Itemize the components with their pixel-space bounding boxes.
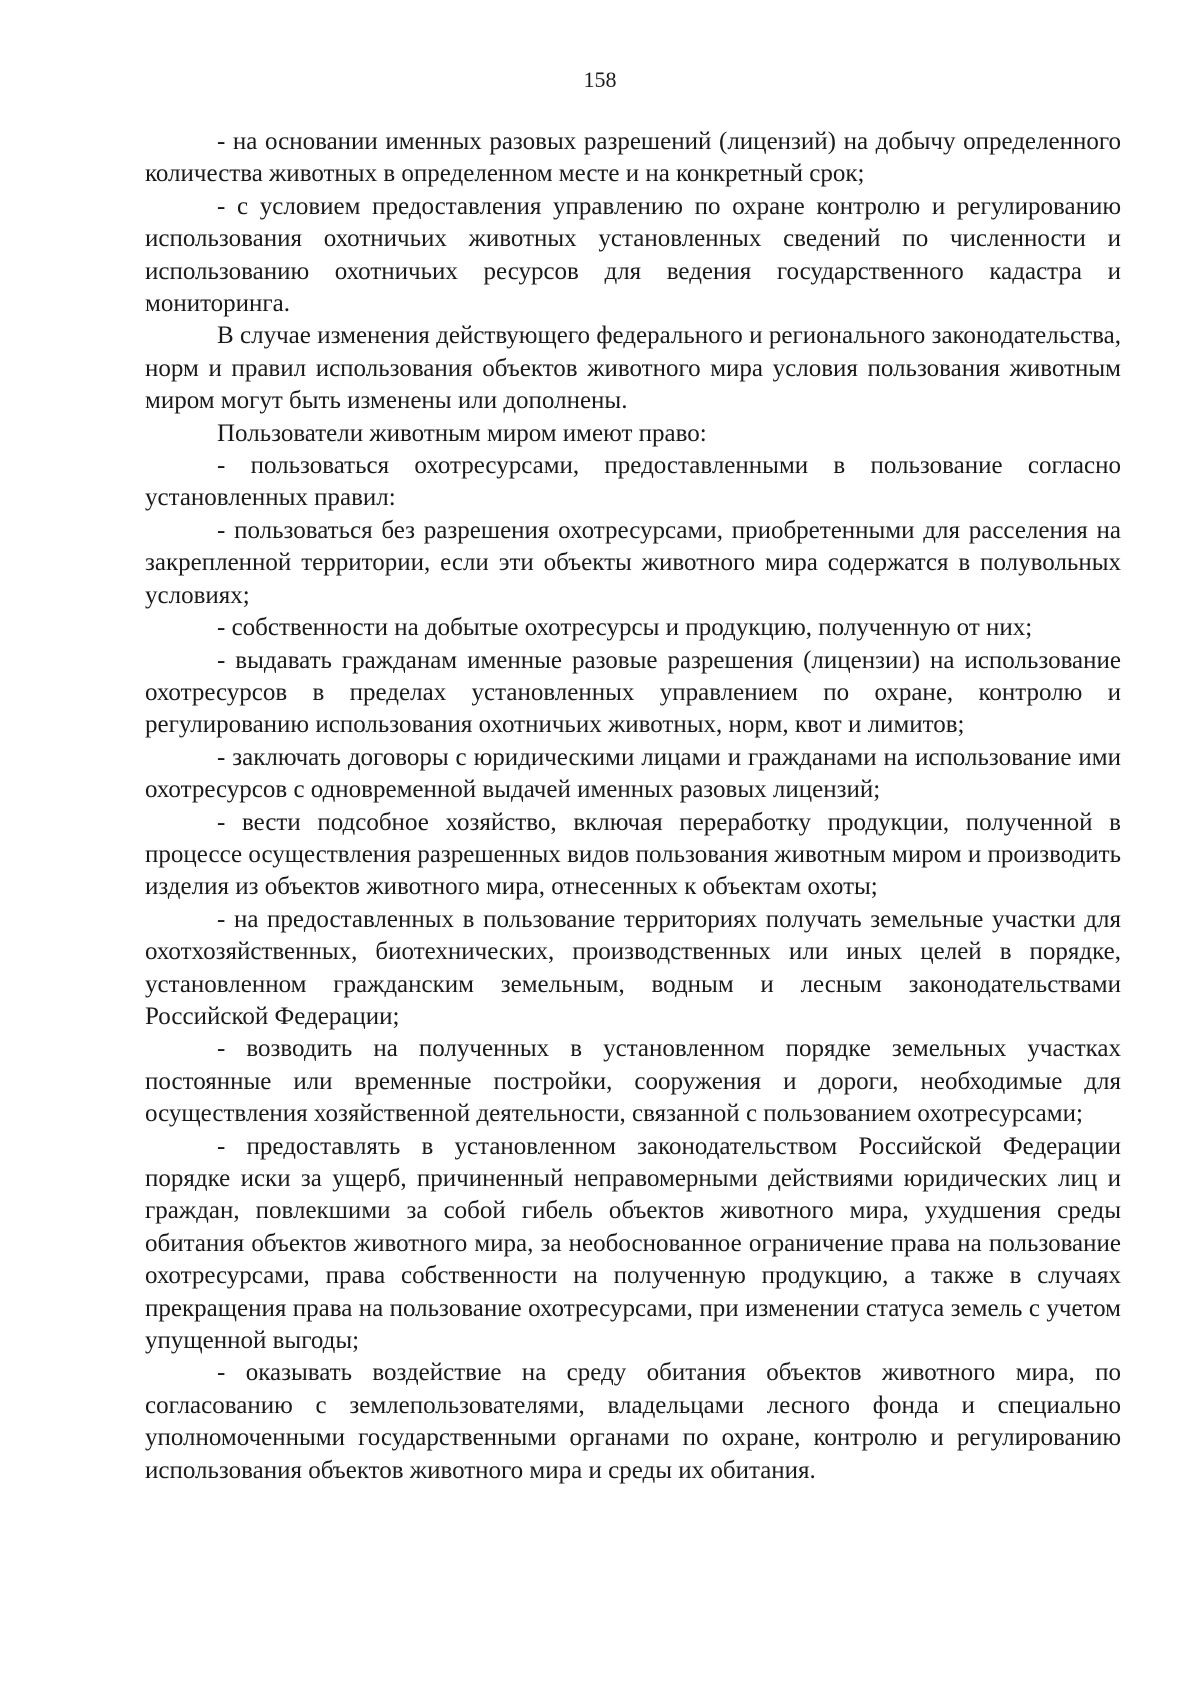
paragraph-right-issue-licenses: - выдавать гражданам именные разовые разрешения (лицензии) на использование охотресурсов в пределах установленных управлением по охране, контролю и регулированию использования охотничьих животных, норм, квот и лимитов;: [145, 646, 1121, 739]
paragraph-legislation-change: В случае изменения действующего федерального и регионального законодательства, норм и правил использования объектов животного мира условия пользования животным миром могут быть изменены или дополнены.: [145, 322, 1121, 415]
paragraph-right-auxiliary-farming: - вести подсобное хозяйство, включая переработку продукции, полученной в процессе осуществления разрешенных видов пользования животным миром и производить изделия из объектов животного мира, отнесенных к объектам охоты;: [145, 808, 1121, 901]
paragraph-right-construction: - возводить на полученных в установленном порядке земельных участках постоянные или временные постройки, сооружения и дороги, необходимые для осуществления хозяйственной деятельности, связанной с пользованием охотресурсами;: [145, 1035, 1121, 1128]
paragraph-right-contracts: - заключать договоры с юридическими лицами и гражданами на использование ими охотресурсов с одновременной выдачей именных разовых лицензий;: [145, 743, 1121, 804]
page-number: 158: [583, 67, 617, 92]
paragraph-right-ownership: - собственности на добытые охотресурсы и продукцию, полученную от них;: [217, 614, 1033, 642]
document-body: [145, 126, 1121, 1487]
paragraph-right-use-without-permit: - пользоваться без разрешения охотресурсами, приобретенными для расселения на закрепленной территории, если эти объекты животного мира содержатся в полувольных условиях;: [145, 516, 1121, 609]
paragraph-rights-heading: Пользователи животным миром имеют право:: [217, 419, 707, 447]
paragraph-license-quota: - на основании именных разовых разрешений (лицензий) на добычу определенного количества животных в определенном месте и на конкретный срок;: [145, 128, 1121, 188]
paragraph-reporting-condition: - с условием предоставления управлению по охране контролю и регулированию использования охотничьих животных установленных сведений по численности и использованию охотничьих ресурсов для ведения государственного кадастра и мониторинга.: [145, 192, 1121, 318]
paragraph-right-claims: - предоставлять в установленном законодательством Российской Федерации порядке иски за ущерб, причиненный неправомерными действиями юридических лиц и граждан, повлекшими за собой гибель объектов животного мира, ухудшения среды обитания объектов животного мира, за необоснованное ограничение права на пользование охотресурсами, права собственности на полученную продукцию, а также в случаях прекращения права на пользование охотресурсами, при изменении статуса земель с учетом упущенной выгоды;: [145, 1132, 1121, 1355]
paragraph-right-use-resources: - пользоваться охотресурсами, предоставленными в пользование согласно установленных правил:: [145, 452, 1121, 512]
paragraph-right-habitat-impact: - оказывать воздействие на среду обитания объектов животного мира, по согласованию с землепользователями, владельцами лесного фонда и специально уполномоченными государственными органами по охране, контролю и регулированию использования объектов животного мира и среды их обитания.: [145, 1359, 1121, 1484]
paragraph-right-land-plots: - на предоставленных в пользование территориях получать земельные участки для охотхозяйственных, биотехнических, производственных или иных целей в порядке, установленном гражданским земельным, водным и лесным законодательствами Российской Федерации;: [145, 905, 1121, 1030]
